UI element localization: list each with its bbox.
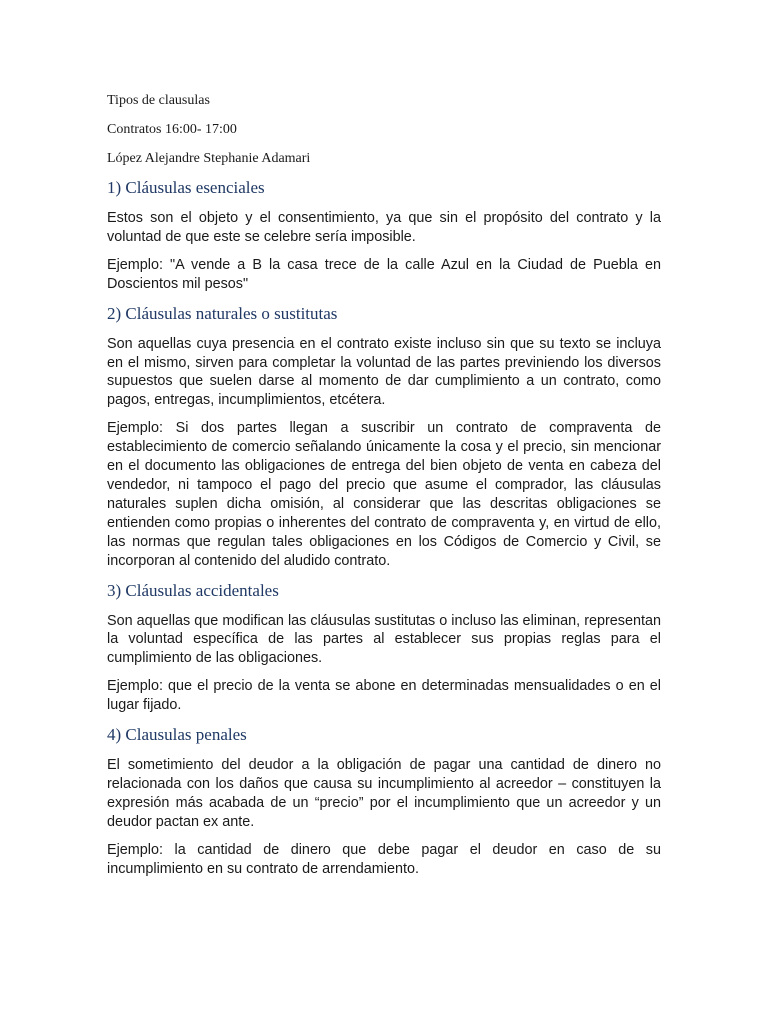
section-heading: 3) Cláusulas accidentales bbox=[107, 580, 279, 600]
section-example: Ejemplo: la cantidad de dinero que debe pagar el deudor en caso de su incumplimiento en su contrato de arrendamiento. bbox=[107, 841, 661, 877]
document-title: Tipos de clausulas bbox=[107, 93, 210, 108]
section-heading: 4) Clausulas penales bbox=[107, 725, 247, 745]
section-paragraph: Estos son el objeto y el consentimiento, ya que sin el propósito del contrato y la voluntad de que este se celebre sería imposible. bbox=[107, 210, 661, 245]
section-example: Ejemplo: "A vende a B la casa trece de la calle Azul en la Ciudad de Puebla en Doscientos mil pesos" bbox=[107, 256, 661, 292]
section-essential-clauses bbox=[107, 177, 661, 294]
section-example: Ejemplo: Si dos partes llegan a suscribir un contrato de compraventa de establecimiento de comercio señalando únicamente la cosa y el precio, sin mencionar en el documento las obligaciones de entrega del bien objeto de venta en cabeza del vendedor, ni tampoco el pago del precio que asume el comprador, las cláusulas naturales suplen dicha omisión, al considerar que las descritas obligaciones se entienden como propias o inherentes del contrato de compraventa y, en virtud de ello, las normas que regulan tales obligaciones en los Códigos de Comercio y Civil, se incorporan al contenido del aludido contrato. bbox=[107, 420, 661, 569]
section-accidental-clauses bbox=[107, 580, 661, 716]
section-natural-clauses bbox=[107, 303, 661, 571]
author-name: López Alejandre Stephanie Adamari bbox=[107, 151, 311, 166]
section-paragraph: Son aquellas que modifican las cláusulas sustitutas o incluso las eliminan, representan la voluntad específica de las partes al establecer sus propias reglas para el cumplimiento de las obligaciones. bbox=[107, 612, 661, 667]
section-paragraph: Son aquellas cuya presencia en el contrato existe incluso sin que su texto se incluya en el mismo, sirven para completar la voluntad de las partes previniendo los diversos supuestos que suelen darse al momento de dar cumplimiento a un contrato, como pagos, entregas, incumplimientos, etcétera. bbox=[107, 335, 661, 409]
section-heading: 1) Cláusulas esenciales bbox=[107, 178, 265, 197]
section-penal-clauses bbox=[107, 724, 661, 878]
section-paragraph: El sometimiento del deudor a la obligación de pagar una cantidad de dinero no relacionada con los daños que causa su incumplimiento al acreedor – constituyen la expresión más acabada de un “precio” por el incumplimiento que un acreedor y un deudor pactan ex ante. bbox=[107, 757, 661, 830]
section-heading: 2) Cláusulas naturales o sustitutas bbox=[107, 303, 338, 323]
course-schedule: Contratos 16:00- 17:00 bbox=[107, 122, 237, 137]
document-body bbox=[107, 92, 661, 887]
section-example: Ejemplo: que el precio de la venta se abone en determinadas mensualidades o en el lugar fijado. bbox=[107, 678, 661, 714]
